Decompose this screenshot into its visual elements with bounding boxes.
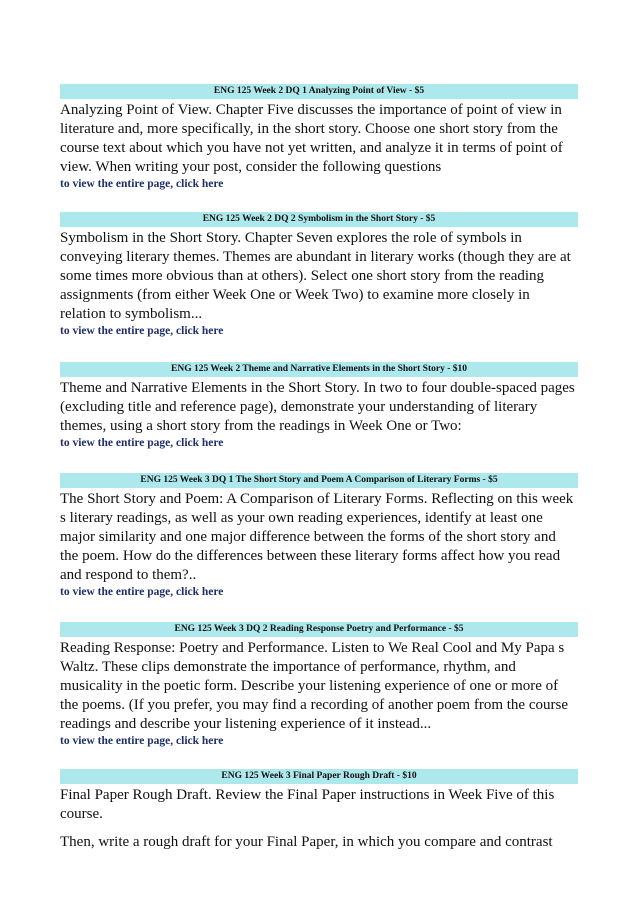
product-entry	[60, 473, 578, 600]
product-description: Analyzing Point of View. Chapter Five discusses the importance of point of view in literature and, more specifically, in the short story. Choose one short story from the course text about which you have not yet written, and analyze it in terms of point of view. When writing your post, consider the following questions	[60, 102, 563, 175]
product-description: Theme and Narrative Elements in the Short Story. In two to four double-spaced pages (excluding title and reference page), demonstrate your understanding of literary themes, using a short story from the readings in Week One or Two:	[60, 380, 575, 434]
product-title-bar: ENG 125 Week 3 Final Paper Rough Draft - $10	[60, 769, 578, 784]
product-entry	[60, 362, 578, 451]
product-description: The Short Story and Poem: A Comparison of Literary Forms. Reflecting on this week s literary readings, as well as your own reading experiences, identify at least one major similarity and one major difference between the forms of the short story and the poem. How do the differences between these literary forms affect how you read and respond to them?..	[60, 491, 574, 583]
product-entry	[60, 212, 578, 339]
product-entry	[60, 769, 578, 852]
product-entry	[60, 622, 578, 749]
view-entire-page-link[interactable]: to view the entire page, click here	[60, 178, 224, 190]
product-entry	[60, 84, 578, 192]
product-description: Symbolism in the Short Story. Chapter Seven explores the role of symbols in conveying literary themes. Themes are abundant in literary works (though they are at some times more obvious than at others). Select one short story from the reading assignments (from either Week One or Week Two) to examine more closely in relation to symbolism...	[60, 230, 571, 322]
product-title-bar: ENG 125 Week 2 Theme and Narrative Elements in the Short Story - $10	[60, 362, 578, 377]
view-entire-page-link[interactable]: to view the entire page, click here	[60, 325, 224, 337]
product-title-bar: ENG 125 Week 3 DQ 1 The Short Story and Poem A Comparison of Literary Forms - $5	[60, 473, 578, 488]
product-description: Final Paper Rough Draft. Review the Final Paper instructions in Week Five of this course.	[60, 787, 555, 822]
product-description: Reading Response: Poetry and Performance. Listen to We Real Cool and My Papa s Waltz. These clips demonstrate the importance of performance, rhythm, and musicality in the poetic form. Describe your listening experience of one or more of the poems. (If you prefer, you may find a recording of another poem from the course readings and describe your listening experience of it instead...	[60, 640, 568, 732]
view-entire-page-link[interactable]: to view the entire page, click here	[60, 735, 224, 747]
view-entire-page-link[interactable]: to view the entire page, click here	[60, 437, 224, 449]
product-title-bar: ENG 125 Week 3 DQ 2 Reading Response Poetry and Performance - $5	[60, 622, 578, 637]
product-title-bar: ENG 125 Week 2 DQ 1 Analyzing Point of View - $5	[60, 84, 578, 99]
document-page	[60, 84, 578, 872]
product-description-continued: Then, write a rough draft for your Final Paper, in which you compare and contrast	[60, 834, 553, 850]
view-entire-page-link[interactable]: to view the entire page, click here	[60, 586, 224, 598]
product-title-bar: ENG 125 Week 2 DQ 2 Symbolism in the Short Story - $5	[60, 212, 578, 227]
